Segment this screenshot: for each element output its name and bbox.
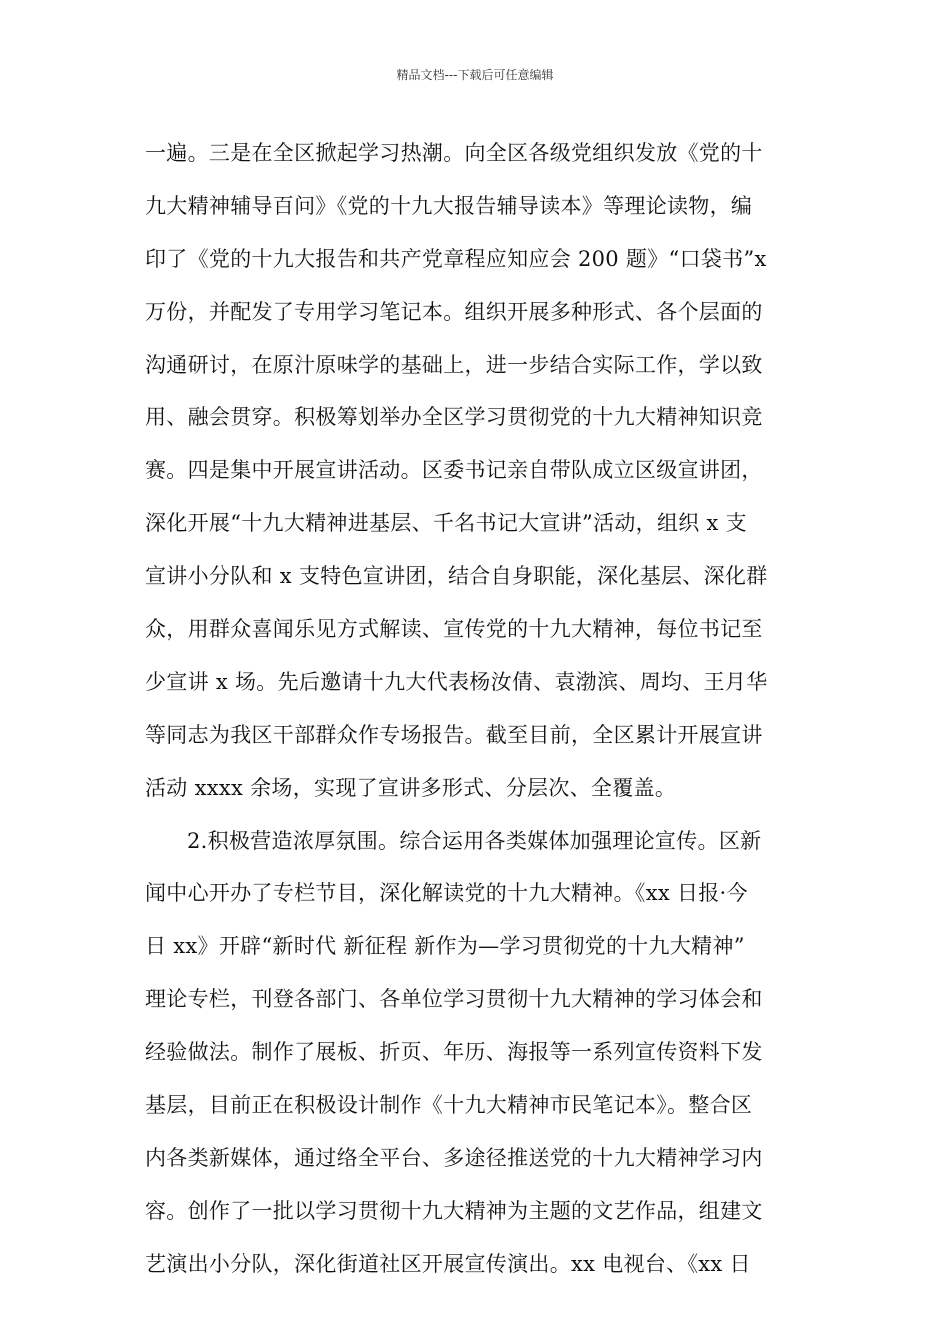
- text-line: 容。创作了一批以学习贯彻十九大精神为主题的文艺作品，组建文: [145, 1198, 763, 1223]
- text-line: 沟通研讨，在原汁原味学的基础上，进一步结合实际工作，学以致: [145, 352, 763, 377]
- text-line: 基层，目前正在积极设计制作《十九大精神市民笔记本》。整合区: [145, 1093, 753, 1118]
- text-line: 闻中心开办了专栏节目，深化解读党的十九大精神。《xx 日报·今: [145, 881, 748, 906]
- text-line: 用、融会贯穿。积极筹划举办全区学习贯彻党的十九大精神知识竞: [145, 405, 763, 430]
- text-line: 一遍。三是在全区掀起学习热潮。向全区各级党组织发放《党的十: [145, 141, 763, 165]
- text-line: 2.积极营造浓厚氛围。综合运用各类媒体加强理论宣传。区新: [187, 828, 762, 853]
- text-line: 赛。四是集中开展宣讲活动。区委书记亲自带队成立区级宣讲团，: [145, 458, 763, 483]
- text-line: 艺演出小分队，深化街道社区开展宣传演出。xx 电视台、《xx 日: [145, 1251, 751, 1276]
- text-line: 九大精神辅导百问》《党的十九大报告辅导读本》等理论读物，编: [145, 193, 753, 218]
- text-line: 少宣讲 x 场。先后邀请十九大代表杨汝倩、袁渤滨、周均、王月华: [145, 669, 768, 694]
- text-line: 内各类新媒体，通过络全平台、多途径推送党的十九大精神学习内: [145, 1145, 763, 1170]
- text-line: 宣讲小分队和 x 支特色宣讲团，结合自身职能，深化基层、深化群: [145, 564, 768, 589]
- paragraph-1: [145, 132, 815, 820]
- text-line: 日 xx》开辟“新时代 新征程 新作为—学习贯彻党的十九大精神”: [145, 934, 745, 959]
- text-line: 经验做法。制作了展板、折页、年历、海报等一系列宣传资料下发: [145, 1040, 763, 1065]
- page-header: 精品文档---下载后可任意编辑: [396, 68, 554, 82]
- text-line: 万份，并配发了专用学习笔记本。组织开展多种形式、各个层面的: [145, 299, 763, 324]
- text-line: 理论专栏，刊登各部门、各单位学习贯彻十九大精神的学习体会和: [145, 987, 763, 1012]
- text-line: 众，用群众喜闻乐见方式解读、宣传党的十九大精神，每位书记至: [145, 617, 763, 642]
- paragraph-2: [145, 820, 815, 1296]
- text-line: 深化开展“十九大精神进基层、千名书记大宣讲”活动，组织 x 支: [145, 511, 747, 536]
- text-line: 活动 xxxx 余场，实现了宣讲多形式、分层次、全覆盖。: [145, 775, 677, 800]
- text-line: 印了《党的十九大报告和共产党章程应知应会 200 题》“口袋书”x: [145, 246, 767, 271]
- document-body: [145, 132, 815, 1296]
- text-line: 等同志为我区干部群众作专场报告。截至目前，全区累计开展宣讲: [145, 722, 763, 747]
